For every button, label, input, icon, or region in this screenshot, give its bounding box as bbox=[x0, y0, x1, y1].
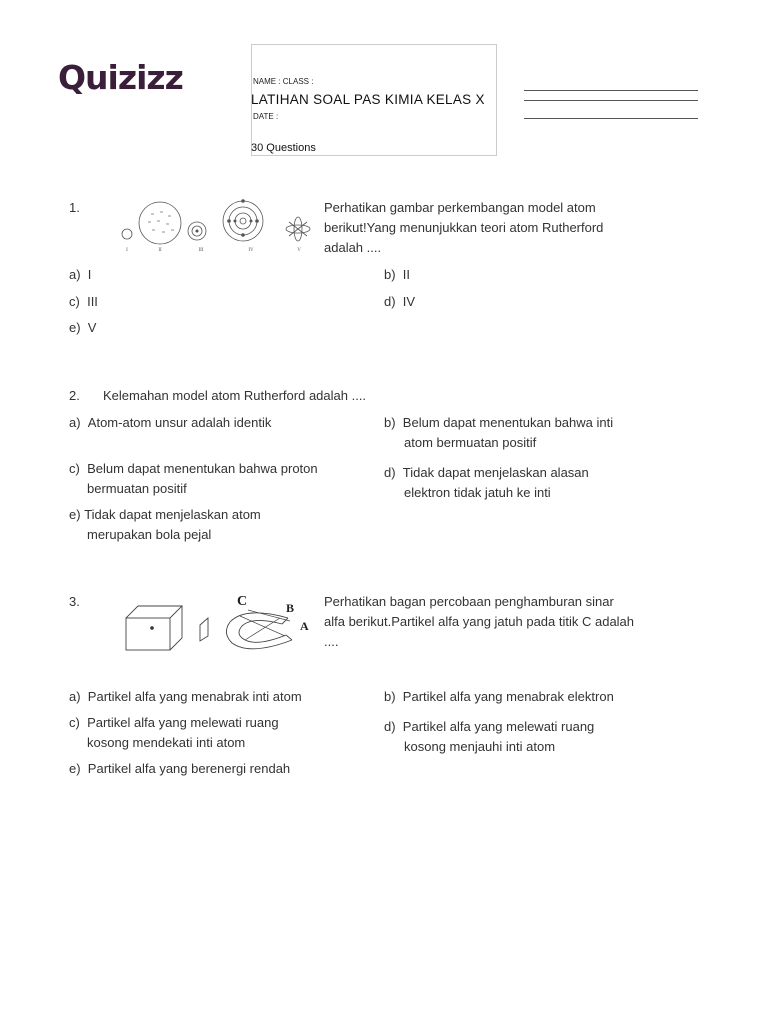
quizizz-logo: Quizizz bbox=[58, 58, 183, 97]
date-label: DATE : bbox=[253, 112, 279, 121]
gold-foil bbox=[200, 618, 208, 641]
figure-label: I bbox=[126, 248, 128, 253]
thomson-model-shape bbox=[139, 202, 181, 244]
point-a-label: A bbox=[300, 619, 309, 633]
figure-label: III bbox=[198, 248, 204, 253]
option-c[interactable]: c) Partikel alfa yang melewati ruang kosong mendekati inti atom bbox=[69, 715, 279, 750]
question-number: 2. bbox=[69, 388, 80, 403]
name-line bbox=[524, 90, 698, 91]
date-line bbox=[524, 118, 698, 119]
atom-models-figure bbox=[115, 196, 315, 256]
source-dot bbox=[150, 626, 154, 630]
question-number: 3. bbox=[69, 594, 80, 609]
option-b[interactable]: b) II bbox=[384, 267, 411, 282]
option-d[interactable]: d) IV bbox=[384, 294, 416, 309]
class-line bbox=[524, 100, 698, 101]
question-text: Perhatikan gambar perkembangan model atom berikut!Yang menunjukkan teori atom Rutherford adalah .... bbox=[324, 200, 604, 255]
thomson-charges bbox=[148, 212, 174, 232]
option-a[interactable]: a) Atom-atom unsur adalah identik bbox=[69, 415, 272, 430]
option-e[interactable]: e) V bbox=[69, 320, 97, 335]
option-a[interactable]: a) Partikel alfa yang menabrak inti atom bbox=[69, 689, 302, 704]
point-b-label: B bbox=[286, 601, 295, 615]
question-text: Kelemahan model atom Rutherford adalah .... bbox=[103, 388, 367, 403]
figure-label: IV bbox=[248, 248, 254, 253]
question-text: Perhatikan bagan percobaan penghamburan sinar alfa berikut.Partikel alfa yang jatuh pada titik C adalah .... bbox=[324, 594, 635, 649]
alpha-source-box bbox=[126, 606, 182, 650]
worksheet-title: LATIHAN SOAL PAS KIMIA KELAS X bbox=[251, 92, 485, 107]
option-a[interactable]: a) I bbox=[69, 267, 92, 282]
option-c[interactable]: c) III bbox=[69, 294, 98, 309]
option-b[interactable]: b) Belum dapat menentukan bahwa inti atom bermuatan positif bbox=[384, 415, 614, 450]
quantum-model-shape bbox=[286, 217, 310, 241]
point-c-label: C bbox=[237, 594, 248, 609]
option-d[interactable]: d) Partikel alfa yang melewati ruang kosong menjauhi inti atom bbox=[384, 719, 595, 754]
question-number: 1. bbox=[69, 200, 80, 215]
option-e[interactable]: e) Tidak dapat menjelaskan atom merupakan bola pejal bbox=[69, 507, 261, 542]
option-c[interactable]: c) Belum dapat menentukan bahwa proton bermuatan positif bbox=[69, 461, 318, 496]
dalton-model-shape bbox=[122, 229, 132, 239]
option-b[interactable]: b) Partikel alfa yang menabrak elektron bbox=[384, 689, 614, 704]
name-class-label: NAME : CLASS : bbox=[253, 77, 314, 86]
alpha-rays bbox=[240, 610, 290, 640]
alpha-scattering-figure bbox=[120, 588, 320, 658]
figure-label: V bbox=[297, 248, 301, 253]
option-e[interactable]: e) Partikel alfa yang berenergi rendah bbox=[69, 761, 291, 776]
figure-label: II bbox=[158, 248, 162, 253]
question-count: 30 Questions bbox=[251, 142, 316, 154]
option-d[interactable]: d) Tidak dapat menjelaskan alasan elektron tidak jatuh ke inti bbox=[384, 465, 589, 500]
